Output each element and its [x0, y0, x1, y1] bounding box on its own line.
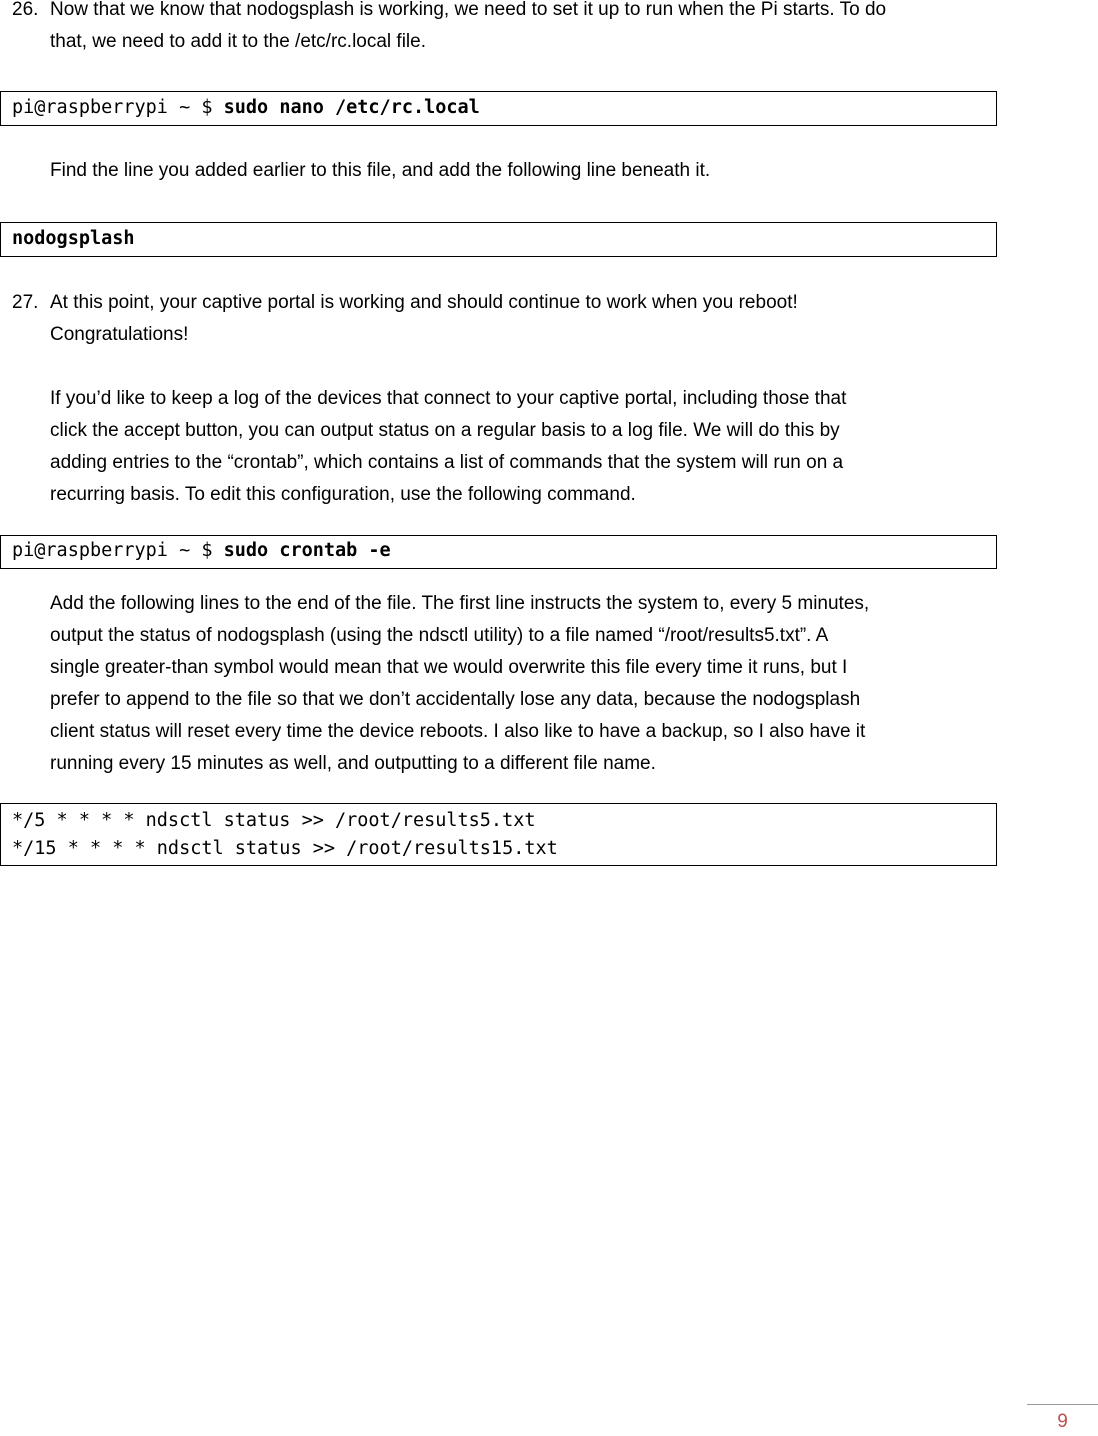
shell-command: sudo nano /etc/rc.local — [223, 97, 480, 118]
paragraph-line: single greater-than symbol would mean that we would overwrite this file every time it runs, but I — [50, 657, 848, 678]
shell-command: sudo crontab -e — [223, 540, 391, 561]
footer-divider — [1027, 1404, 1098, 1405]
code-line: */5 * * * * ndsctl status >> /root/results5.txt — [12, 810, 536, 831]
paragraph-line: client status will reset every time the device reboots. I also like to have a backup, so I also have it — [50, 721, 866, 742]
code-line: */15 * * * * ndsctl status >> /root/results15.txt — [12, 838, 558, 859]
step-line: that, we need to add it to the /etc/rc.local file. — [50, 31, 426, 52]
step-number: 26. — [12, 0, 39, 20]
paragraph-line: Add the following lines to the end of the file. The first line instructs the system to, every 5 minutes, — [50, 593, 870, 614]
shell-prompt: pi@raspberrypi ~ $ — [12, 540, 224, 561]
add-lines-paragraph — [50, 588, 990, 780]
step-line: Now that we know that nodogsplash is working, we need to set it up to run when the Pi starts. To do — [50, 0, 887, 20]
code-block-crontab — [0, 535, 997, 569]
step-line: Congratulations! — [50, 324, 189, 345]
log-paragraph — [50, 383, 990, 511]
code-block-rc-local — [0, 91, 997, 126]
instruction-paragraph: Find the line you added earlier to this file, and add the following line beneath it. — [50, 160, 711, 181]
code-line — [12, 225, 985, 253]
paragraph-line: running every 15 minutes as well, and outputting to a different file name. — [50, 753, 656, 774]
shell-prompt: pi@raspberrypi ~ $ — [12, 97, 224, 118]
step-line: At this point, your captive portal is working and should continue to work when you reboot! — [50, 292, 798, 313]
step-text — [50, 287, 990, 351]
paragraph-line: prefer to append to the file so that we don’t accidentally lose any data, because the nodogsplash — [50, 689, 861, 710]
paragraph-line: adding entries to the “crontab”, which contains a list of commands that the system will run on a — [50, 452, 844, 473]
code-line — [12, 94, 985, 122]
step-number: 27. — [12, 292, 39, 313]
paragraph-line: If you’d like to keep a log of the devices that connect to your captive portal, including those that — [50, 388, 847, 409]
step-text — [50, 0, 990, 58]
paragraph-line: recurring basis. To edit this configuration, use the following command. — [50, 484, 636, 505]
shell-command: nodogsplash — [12, 228, 135, 249]
code-block-cron-entries — [0, 803, 997, 866]
paragraph-line: click the accept button, you can output status on a regular basis to a log file. We will do this by — [50, 420, 840, 441]
page-number: 9 — [1057, 1411, 1068, 1432]
code-line — [12, 537, 985, 565]
code-block-nodogsplash — [0, 222, 997, 257]
paragraph-line: output the status of nodogsplash (using the ndsctl utility) to a file named “/root/results5.txt”. A — [50, 625, 829, 646]
